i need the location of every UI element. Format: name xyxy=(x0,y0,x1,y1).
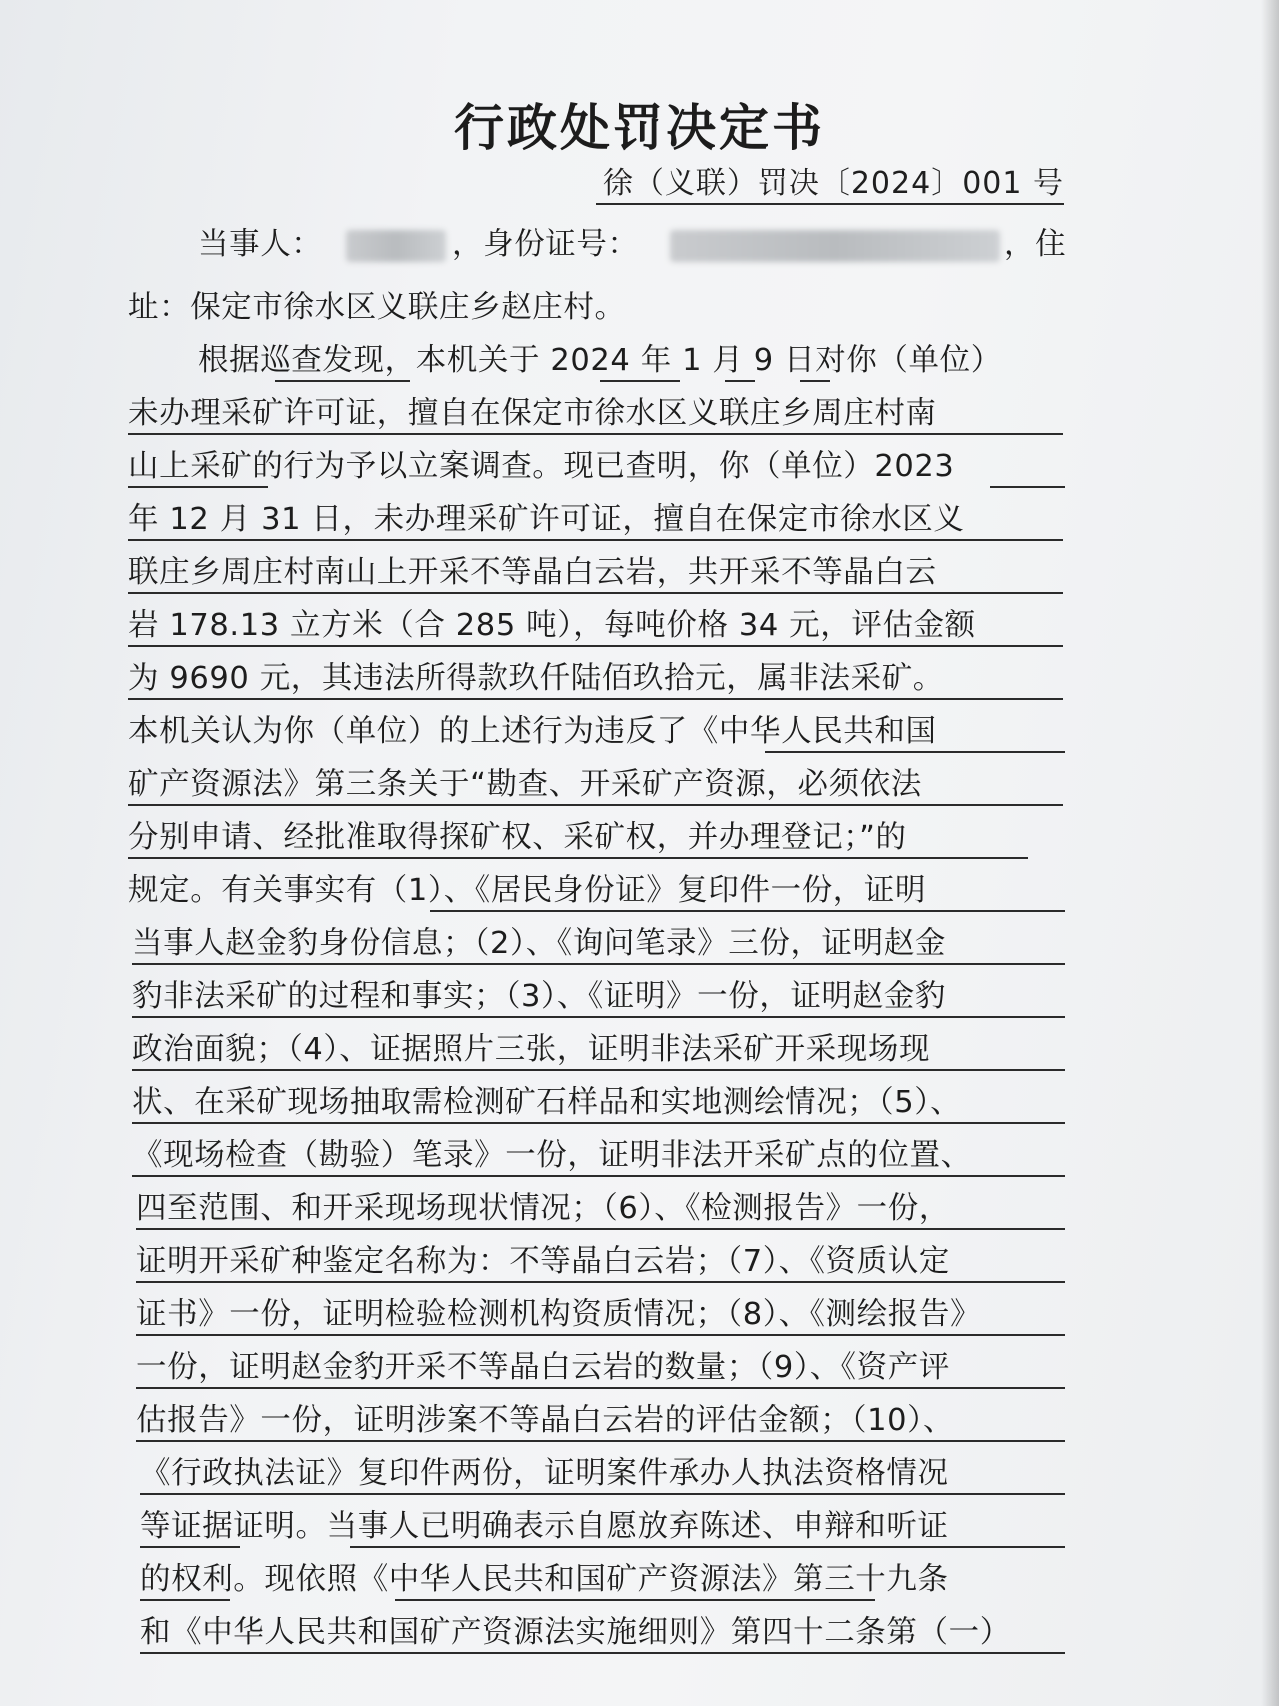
body-line-25: 和《中华人民共和国矿产资源法实施细则》第四十二条第（一） xyxy=(140,1615,1011,1650)
underline-mark xyxy=(136,1387,1065,1389)
document-number: 徐（义联）罚决〔2024〕001 号 xyxy=(596,165,1064,205)
underline-mark xyxy=(430,910,1065,912)
underline-mark xyxy=(140,1546,240,1548)
underline-mark xyxy=(765,751,1065,753)
underline-mark xyxy=(395,1599,875,1601)
body-line-9: 矿产资源法》第三条关于“勘查、开采矿产资源，必须依法 xyxy=(128,767,922,802)
underline-mark xyxy=(136,1281,1065,1283)
body-line-15: 状、在采矿现场抽取需检测矿石样品和实地测绘情况；（5）、 xyxy=(132,1085,962,1120)
body-line-6: 岩 178.13 立方米（合 285 吨），每吨价格 34 元，评估金额 xyxy=(128,608,976,643)
underline-mark xyxy=(990,486,1065,488)
underline-mark xyxy=(128,804,1063,806)
address-line: 址：保定市徐水区义联庄乡赵庄村。 xyxy=(128,290,626,325)
page-edge-shadow xyxy=(1261,0,1279,1706)
body-line-3: 山上采矿的行为予以立案调查。现已查明，你（单位）2023 xyxy=(128,449,955,484)
body-line-10: 分别申请、经批准取得探矿权、采矿权，并办理登记；”的 xyxy=(128,820,907,855)
body-line-1: 根据巡查发现，本机关于 2024 年 1 月 9 日对你（单位） xyxy=(198,343,1002,378)
body-line-8: 本机关认为你（单位）的上述行为违反了《中华人民共和国 xyxy=(128,714,937,749)
underline-mark xyxy=(132,963,1065,965)
underline-mark xyxy=(128,857,1028,859)
body-line-20: 一份，证明赵金豹开采不等晶白云岩的数量；（9）、《资产评 xyxy=(136,1350,950,1385)
body-line-19: 证书》一份，证明检验检测机构资质情况；（8）、《测绘报告》 xyxy=(136,1297,982,1332)
underline-mark xyxy=(140,1493,1065,1495)
body-line-14: 政治面貌；（4）、证据照片三张，证明非法采矿开采现场现 xyxy=(132,1032,931,1067)
body-line-18: 证明开采矿种鉴定名称为：不等晶白云岩；（7）、《资质认定 xyxy=(136,1244,950,1279)
underline-mark xyxy=(128,539,1063,541)
party-label: 当事人： xyxy=(198,227,323,262)
underline-mark xyxy=(132,1016,1065,1018)
body-line-2: 未办理采矿许可证，擅自在保定市徐水区义联庄乡周庄村南 xyxy=(128,396,937,431)
underline-mark xyxy=(140,1599,230,1601)
redacted-id-number xyxy=(670,230,1000,262)
underline-mark xyxy=(136,1440,1065,1442)
body-line-12: 当事人赵金豹身份信息；（2）、《询问笔录》三份，证明赵金 xyxy=(132,926,946,961)
underline-mark xyxy=(136,1228,1065,1230)
body-line-4: 年 12 月 31 日，未办理采矿许可证，擅自在保定市徐水区义 xyxy=(128,502,965,537)
body-line-23: 等证据证明。当事人已明确表示自愿放弃陈述、申辩和听证 xyxy=(140,1509,949,1544)
underline-mark xyxy=(600,380,680,382)
address-prefix: ，住 xyxy=(1004,227,1067,262)
underline-mark xyxy=(128,698,1063,700)
underline-mark xyxy=(132,1069,1065,1071)
underline-mark xyxy=(800,380,830,382)
underline-mark xyxy=(128,592,1063,594)
body-line-11: 规定。有关事实有（1）、《居民身份证》复印件一份，证明 xyxy=(128,873,927,908)
body-line-5: 联庄乡周庄村南山上开采不等晶白云岩，共开采不等晶白云 xyxy=(128,555,937,590)
underline-mark xyxy=(132,1175,1065,1177)
underline-mark xyxy=(132,1122,1065,1124)
body-line-22: 《行政执法证》复印件两份，证明案件承办人执法资格情况 xyxy=(140,1456,949,1491)
underline-mark xyxy=(725,380,755,382)
body-line-21: 估报告》一份，证明涉案不等晶白云岩的评估金额；（10）、 xyxy=(136,1403,955,1438)
body-line-7: 为 9690 元，其违法所得款玖仟陆佰玖拾元，属非法采矿。 xyxy=(128,661,944,696)
underline-mark xyxy=(136,1334,1065,1336)
underline-mark xyxy=(140,1652,1065,1654)
document-title: 行政处罚决定书 xyxy=(454,98,825,157)
underline-mark xyxy=(275,380,410,382)
underline-mark xyxy=(350,1546,1065,1548)
body-line-17: 四至范围、和开采现场现状情况；（6）、《检测报告》一份， xyxy=(136,1191,950,1226)
id-number-label: ，身份证号： xyxy=(452,227,639,262)
redacted-name xyxy=(346,230,446,262)
underline-mark xyxy=(128,433,1063,435)
underline-mark xyxy=(128,486,268,488)
body-line-13: 豹非法采矿的过程和事实；（3）、《证明》一份，证明赵金豹 xyxy=(132,979,946,1014)
body-line-16: 《现场检查（勘验）笔录》一份，证明非法开采矿点的位置、 xyxy=(132,1138,972,1173)
body-line-24: 的权利。现依照《中华人民共和国矿产资源法》第三十九条 xyxy=(140,1562,949,1597)
underline-mark xyxy=(128,645,1063,647)
